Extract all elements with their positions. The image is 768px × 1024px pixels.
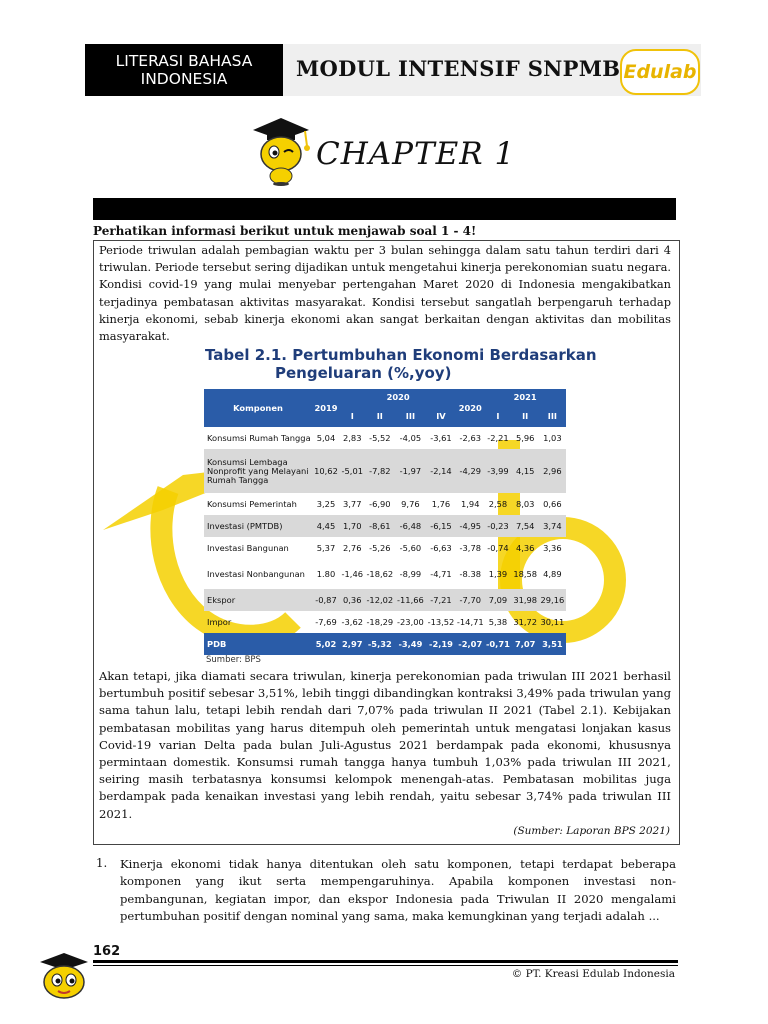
footer-copyright: © PT. Kreasi Edulab Indonesia xyxy=(511,968,675,980)
header-2020-q1: I xyxy=(340,405,365,427)
header-2020-q3: III xyxy=(395,405,426,427)
growth-value: 5,02 xyxy=(312,633,340,655)
growth-value: -7,21 xyxy=(426,589,457,611)
growth-value: -1,97 xyxy=(395,449,426,493)
growth-value: 30,11 xyxy=(540,617,565,627)
growth-value: 31,72 xyxy=(513,617,538,627)
table-source: Sumber: BPS xyxy=(206,655,261,665)
growth-value: 7,07 xyxy=(512,633,539,655)
chapter-title: CHAPTER 1 xyxy=(316,136,516,172)
mascot-icon xyxy=(245,112,315,186)
component-name: Investasi Bangunan xyxy=(207,542,289,553)
question-text: Kinerja ekonomi tidak hanya ditentukan oleh satu komponen, tetapi terdapat beberapa komponen yang ikut serta mempengaruhinya. Apabila komponen investasi non-pembangunan, kegiatan impor, dan ekspor Indonesia pada Triwulan II 2020 mengalami pertumbuhan positif dengan nominal yang sama, maka kemungkinan yang terjadi adalah ... xyxy=(120,857,676,924)
growth-value: 4,45 xyxy=(312,515,340,537)
growth-value: 1,94 xyxy=(461,499,480,509)
growth-value: -23,00 xyxy=(397,617,424,627)
growth-value: 0,36 xyxy=(340,589,365,611)
growth-value: -3,99 xyxy=(484,449,511,493)
footer-rule-thick xyxy=(93,960,678,963)
growth-value: -8,61 xyxy=(365,515,396,537)
growth-value: -8.38 xyxy=(459,569,481,579)
module-title: MODUL INTENSIF SNPMB xyxy=(296,56,621,81)
question-number: 1. xyxy=(96,856,108,870)
component-name: PDB xyxy=(204,633,312,655)
growth-value: 1,03 xyxy=(543,433,562,443)
header-2020-group: 2020 xyxy=(340,389,456,405)
growth-value: -8,99 xyxy=(399,569,422,579)
growth-value: -4,29 xyxy=(456,449,484,493)
growth-value: -6,15 xyxy=(426,515,457,537)
growth-value: -5,60 xyxy=(399,543,422,553)
growth-value: 1,70 xyxy=(340,515,365,537)
table-row xyxy=(204,427,566,449)
growth-value: -0,74 xyxy=(487,543,509,553)
passage-source: (Sumber: Laporan BPS 2021) xyxy=(513,825,670,837)
table-title-line-2: Pengeluaran (%,yoy) xyxy=(275,364,452,382)
subject-line-1: LITERASI BAHASA xyxy=(115,52,253,70)
growth-value: -1,46 xyxy=(341,569,363,579)
growth-value: -2,19 xyxy=(426,633,457,655)
growth-value: -18,62 xyxy=(366,569,394,579)
header-2021-q1: I xyxy=(484,405,511,427)
growth-value: -6,48 xyxy=(395,515,426,537)
growth-value: 0,66 xyxy=(543,499,562,509)
table-row xyxy=(204,515,566,537)
component-name: Investasi (PMTDB) xyxy=(204,515,312,537)
growth-value: 4,89 xyxy=(543,569,562,579)
growth-value: 7,54 xyxy=(512,515,539,537)
growth-value: 1,39 xyxy=(488,569,508,579)
table-title-line-1: Tabel 2.1. Pertumbuhan Ekonomi Berdasarkan xyxy=(205,346,597,364)
growth-value: -6,63 xyxy=(430,543,452,553)
growth-value: -14,71 xyxy=(456,617,484,627)
passage-paragraph-2: Akan tetapi, jika diamati secara triwulan, kinerja perekonomian pada triwulan III 2021 berhasil bertumbuh positif sebesar 3,51%, lebih tinggi dibandingkan kontraksi 3,49% pada triwulan yang sama tahun lalu, tetapi lebih rendah dari 7,07% pada triwulan II 2021 (Tabel 2.1). Kebijakan pembatasan mobilitas yang harus ditempuh oleh pemerintah untuk mengatasi lonjakan kasus Covid-19 varian Delta pada bulan Juli-Agustus 2021 berdampak pada ekonomi, khususnya permintaan domestik. Konsumsi rumah tangga hanya tumbuh 1,03% pada triwulan III 2021, seiring masih terbatasnya konsumsi kelompok menengah-atas. Pembatasan mobilitas juga berdampak pada kenaikan investasi yang lebih rendah, yaitu sebesar 3,74% pada triwulan III 2021. xyxy=(99,669,671,821)
growth-value: 18,58 xyxy=(513,569,538,579)
growth-value: 2,76 xyxy=(343,543,362,553)
page-number: 162 xyxy=(93,944,121,959)
footer-rule-thin xyxy=(93,965,678,966)
growth-value: -0,23 xyxy=(484,515,511,537)
growth-value: 7,09 xyxy=(484,589,511,611)
subject-line-2: INDONESIA xyxy=(140,70,228,88)
growth-value: 9,76 xyxy=(401,499,420,509)
component-name: Konsumsi Rumah Tangga xyxy=(207,432,311,443)
growth-value: -13,52 xyxy=(427,617,455,627)
growth-value: 5,38 xyxy=(488,617,508,627)
header-2021-q3: III xyxy=(539,405,566,427)
growth-value: -4,71 xyxy=(430,569,452,579)
growth-value: 2,58 xyxy=(488,499,508,509)
growth-value: 31,98 xyxy=(512,589,539,611)
growth-value: -6,90 xyxy=(369,499,391,509)
growth-value: -5,01 xyxy=(340,449,365,493)
subject-label xyxy=(85,44,283,96)
growth-value: -7,70 xyxy=(456,589,484,611)
growth-value: 5,96 xyxy=(515,433,535,443)
growth-value: -3,49 xyxy=(395,633,426,655)
growth-value: 8,03 xyxy=(515,499,535,509)
growth-value: 4,36 xyxy=(515,543,535,553)
growth-value: -3,78 xyxy=(459,543,481,553)
growth-value: -5,26 xyxy=(369,543,391,553)
growth-value: 5,04 xyxy=(316,433,336,443)
table-row xyxy=(204,589,566,611)
header-komponen: Komponen xyxy=(204,389,312,427)
growth-value: -2,07 xyxy=(456,633,484,655)
header-2020-q2: II xyxy=(365,405,396,427)
growth-value: -7,82 xyxy=(365,449,396,493)
component-name: Konsumsi Lembaga Nonprofit yang Melayani Rumah Tangga xyxy=(204,449,312,493)
growth-value: -3,62 xyxy=(341,617,363,627)
edulab-logo xyxy=(620,49,700,95)
section-bar xyxy=(93,198,676,220)
growth-value: 3,25 xyxy=(316,499,336,509)
growth-value: 10,62 xyxy=(312,449,340,493)
table-row xyxy=(204,611,566,633)
growth-value: -2,14 xyxy=(426,449,457,493)
growth-value: -5,52 xyxy=(369,433,391,443)
header-2020-q4: IV xyxy=(426,405,457,427)
growth-value: 29,16 xyxy=(539,589,566,611)
header-2019: 2019 xyxy=(312,389,340,427)
mascot-footer-icon xyxy=(36,950,92,1002)
growth-value: 3,74 xyxy=(539,515,566,537)
growth-value: 2,83 xyxy=(343,433,362,443)
growth-value: 3,51 xyxy=(539,633,566,655)
growth-value: -0,71 xyxy=(484,633,511,655)
growth-value: 1.80 xyxy=(316,569,336,579)
component-name: Ekspor xyxy=(204,589,312,611)
growth-value: 2,96 xyxy=(539,449,566,493)
component-name: Investasi Nonbangunan xyxy=(207,568,305,579)
growth-value: -12,02 xyxy=(365,589,396,611)
growth-value: 3,36 xyxy=(543,543,562,553)
growth-value: 4,15 xyxy=(512,449,539,493)
gdp-table xyxy=(204,389,566,655)
growth-value: 2,97 xyxy=(340,633,365,655)
table-row xyxy=(204,633,566,655)
instruction-text: Perhatikan informasi berikut untuk menjawab soal 1 - 4! xyxy=(93,224,477,238)
growth-value: 5,37 xyxy=(316,543,336,553)
table-row xyxy=(204,449,566,493)
growth-value: -11,66 xyxy=(395,589,426,611)
growth-value: -2,21 xyxy=(487,433,509,443)
growth-value: 3,77 xyxy=(343,499,362,509)
header-2021-q2: II xyxy=(512,405,539,427)
component-name: Impor xyxy=(207,616,232,627)
growth-value: -7,69 xyxy=(315,617,337,627)
component-name: Konsumsi Pemerintah xyxy=(207,498,297,509)
table-row xyxy=(204,493,566,515)
header-2021-group: 2021 xyxy=(484,389,566,405)
growth-value: -5,32 xyxy=(365,633,396,655)
table-row xyxy=(204,559,566,589)
growth-value: -4,95 xyxy=(456,515,484,537)
growth-value: -0,87 xyxy=(312,589,340,611)
growth-value: 1,76 xyxy=(431,499,451,509)
growth-value: -2,63 xyxy=(459,433,481,443)
passage-paragraph-1: Periode triwulan adalah pembagian waktu per 3 bulan sehingga dalam satu tahun terdiri dari 4 triwulan. Periode tersebut sering dijadikan untuk mengetahui kinerja perekonomian suatu negara. Kondisi covid-19 yang mulai menyebar pertengahan Maret 2020 di Indonesia mengakibatkan terjadinya pembatasan aktivitas masyarakat. Kondisi tersebut sangatlah berpengaruh terhadap kinerja ekonomi, sebab kinerja ekonomi akan sangat berkaitan dengan aktivitas dan mobilitas masyarakat. xyxy=(99,243,671,344)
header-2020-total: 2020 xyxy=(456,389,484,427)
logo-text: Edulab xyxy=(623,61,697,83)
table-row xyxy=(204,537,566,559)
growth-value: -4,05 xyxy=(399,433,422,443)
growth-value: -3,61 xyxy=(430,433,452,443)
growth-value: -18,29 xyxy=(366,617,394,627)
